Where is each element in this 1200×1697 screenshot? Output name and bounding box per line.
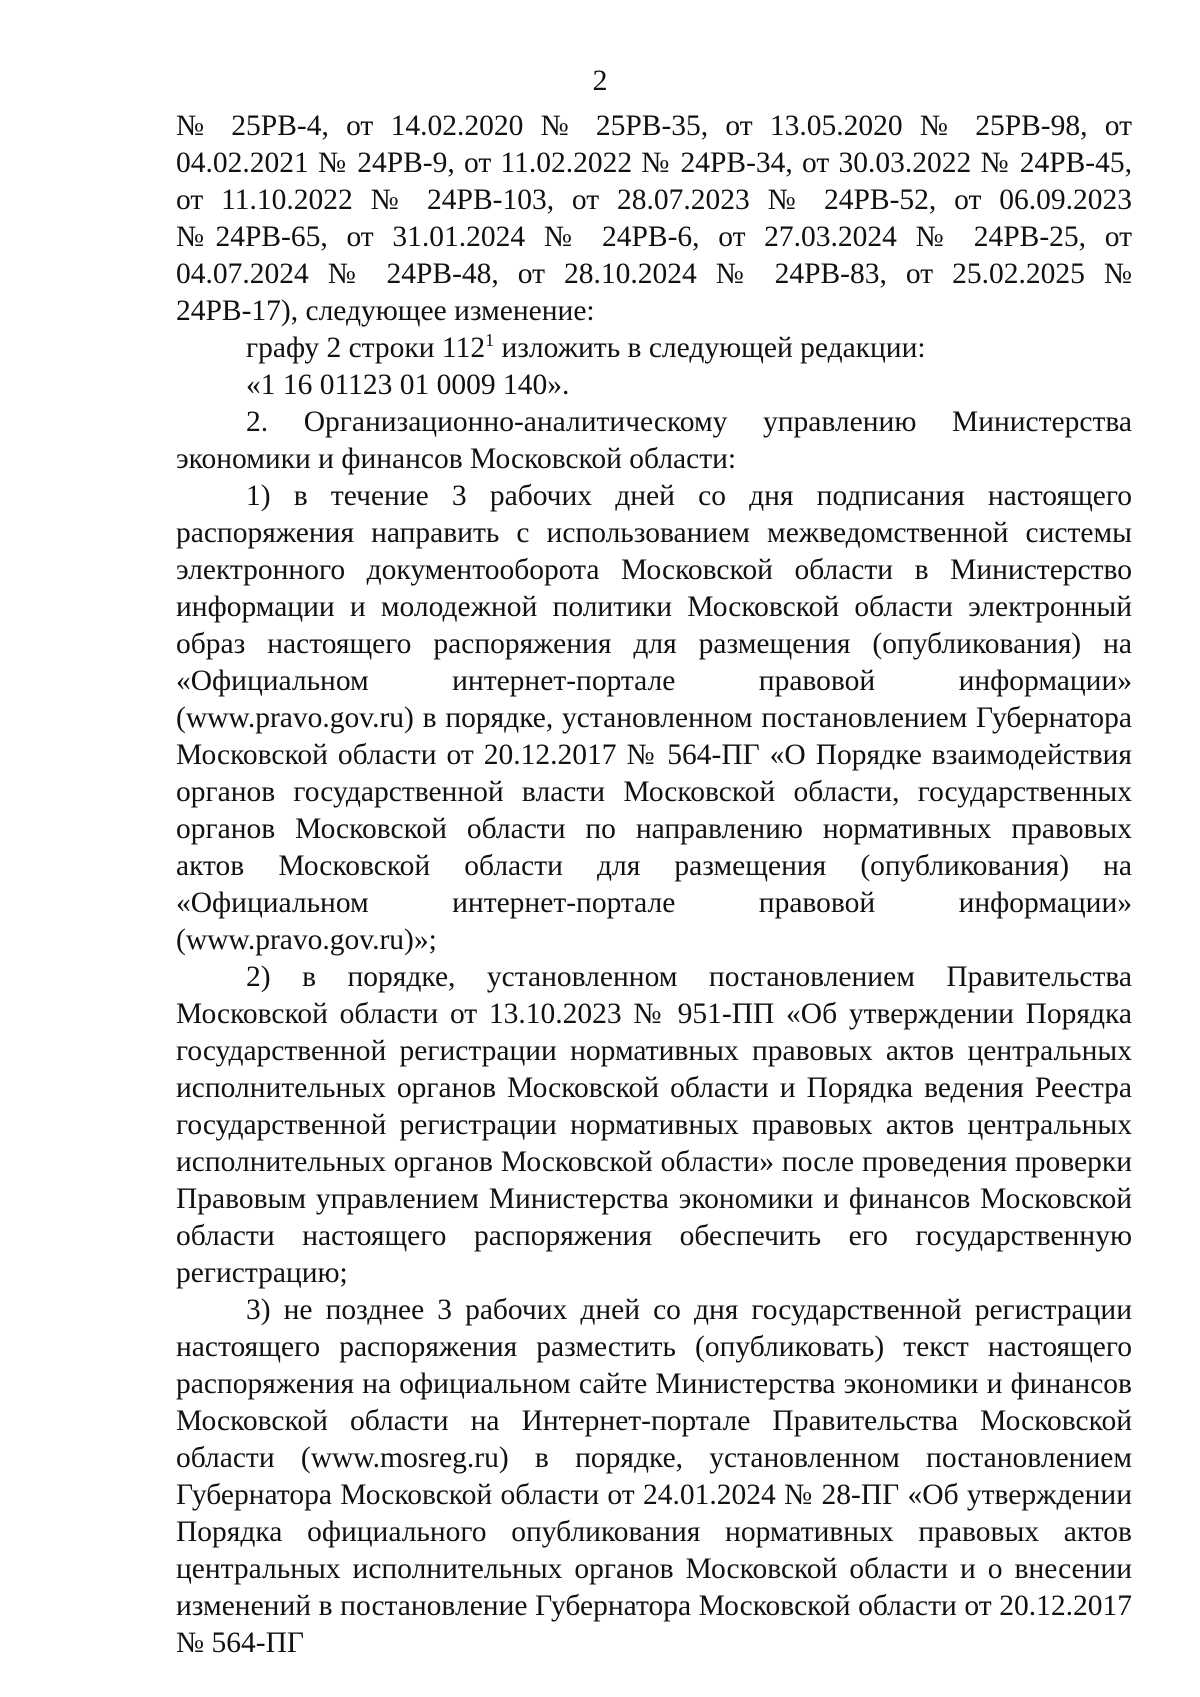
- paragraph-column-change: [176, 330, 1132, 367]
- paragraph-amendment-list: № 25РВ-4, от 14.02.2020 № 25РВ-35, от 13.05.2020 № 25РВ-98, от 04.02.2021 № 24РВ-9, от 11.02.2022 № 24РВ-34, от 30.03.2022 № 24РВ-45, от 11.10.2022 № 24РВ-103, от 28.07.2023 № 24РВ-52, от 06.09.2023 №24РВ-65, от 31.01.2024 № 24РВ-6, от 27.03.2024 № 24РВ-25, от 04.07.2024 № 24РВ-48, от 28.10.2024 № 24РВ-83, от 25.02.2025 № 24РВ-17), следующее изменение:: [176, 110, 1132, 327]
- page-number: 2: [592, 64, 608, 97]
- column-change-text: графу 2 строки 112: [246, 332, 486, 364]
- column-change-text-end: изложить в следующей редакции:: [494, 332, 926, 364]
- superscript-index: 1: [485, 330, 495, 351]
- paragraph-subitem-3: 3) не позднее 3 рабочих дней со дня государственной регистрации настоящего распоряжения разместить (опубликовать) текст настоящего распоряжения на официальном сайте Министерства экономики и финансов Московской области на Интернет-портале Правительства Московской области (www.mosreg.ru) в порядке, установленном постановлением Губернатора Московской области от 24.01.2024 № 28-ПГ «Об утверждении Порядка официального опубликования нормативных правовых актов центральных исполнительных органов Московской области и о внесении изменений в постановление Губернатора Московской области от 20.12.2017 № 564-ПГ: [176, 1294, 1132, 1659]
- paragraph-subitem-2: 2) в порядке, установленном постановлением Правительства Московской области от 13.10.2023 № 951-ПП «Об утверждении Порядка государственной регистрации нормативных правовых актов центральных исполнительных органов Московской области и Порядка ведения Реестра государственной регистрации нормативных правовых актов центральных исполнительных органов Московской области» после проведения проверки Правовым управлением Министерства экономики и финансов Московской области настоящего распоряжения обеспечить его государственную регистрацию;: [176, 961, 1132, 1289]
- paragraph-item-2: 2. Организационно-аналитическому управлению Министерства экономики и финансов Московской области:: [176, 406, 1132, 475]
- paragraph-subitem-1: 1) в течение 3 рабочих дней со дня подписания настоящего распоряжения направить с использованием межведомственной системы электронного документооборота Московской области в Министерство информации и молодежной политики Московской области электронный образ настоящего распоряжения для размещения (опубликования) на «Официальном интернет-портале правовой информации» (www.pravo.gov.ru) в порядке, установленном постановлением Губернатора Московской области от 20.12.2017 № 564-ПГ «О Порядке взаимодействия органов государственной власти Московской области, государственных органов Московской области по направлению нормативных правовых актов Московской области для размещения (опубликования) на «Официальном интернет-портале правовой информации» (www.pravo.gov.ru)»;: [176, 480, 1132, 956]
- paragraph-new-code: «1 16 01123 01 0009 140».: [246, 369, 570, 401]
- document-body: [176, 108, 1132, 1662]
